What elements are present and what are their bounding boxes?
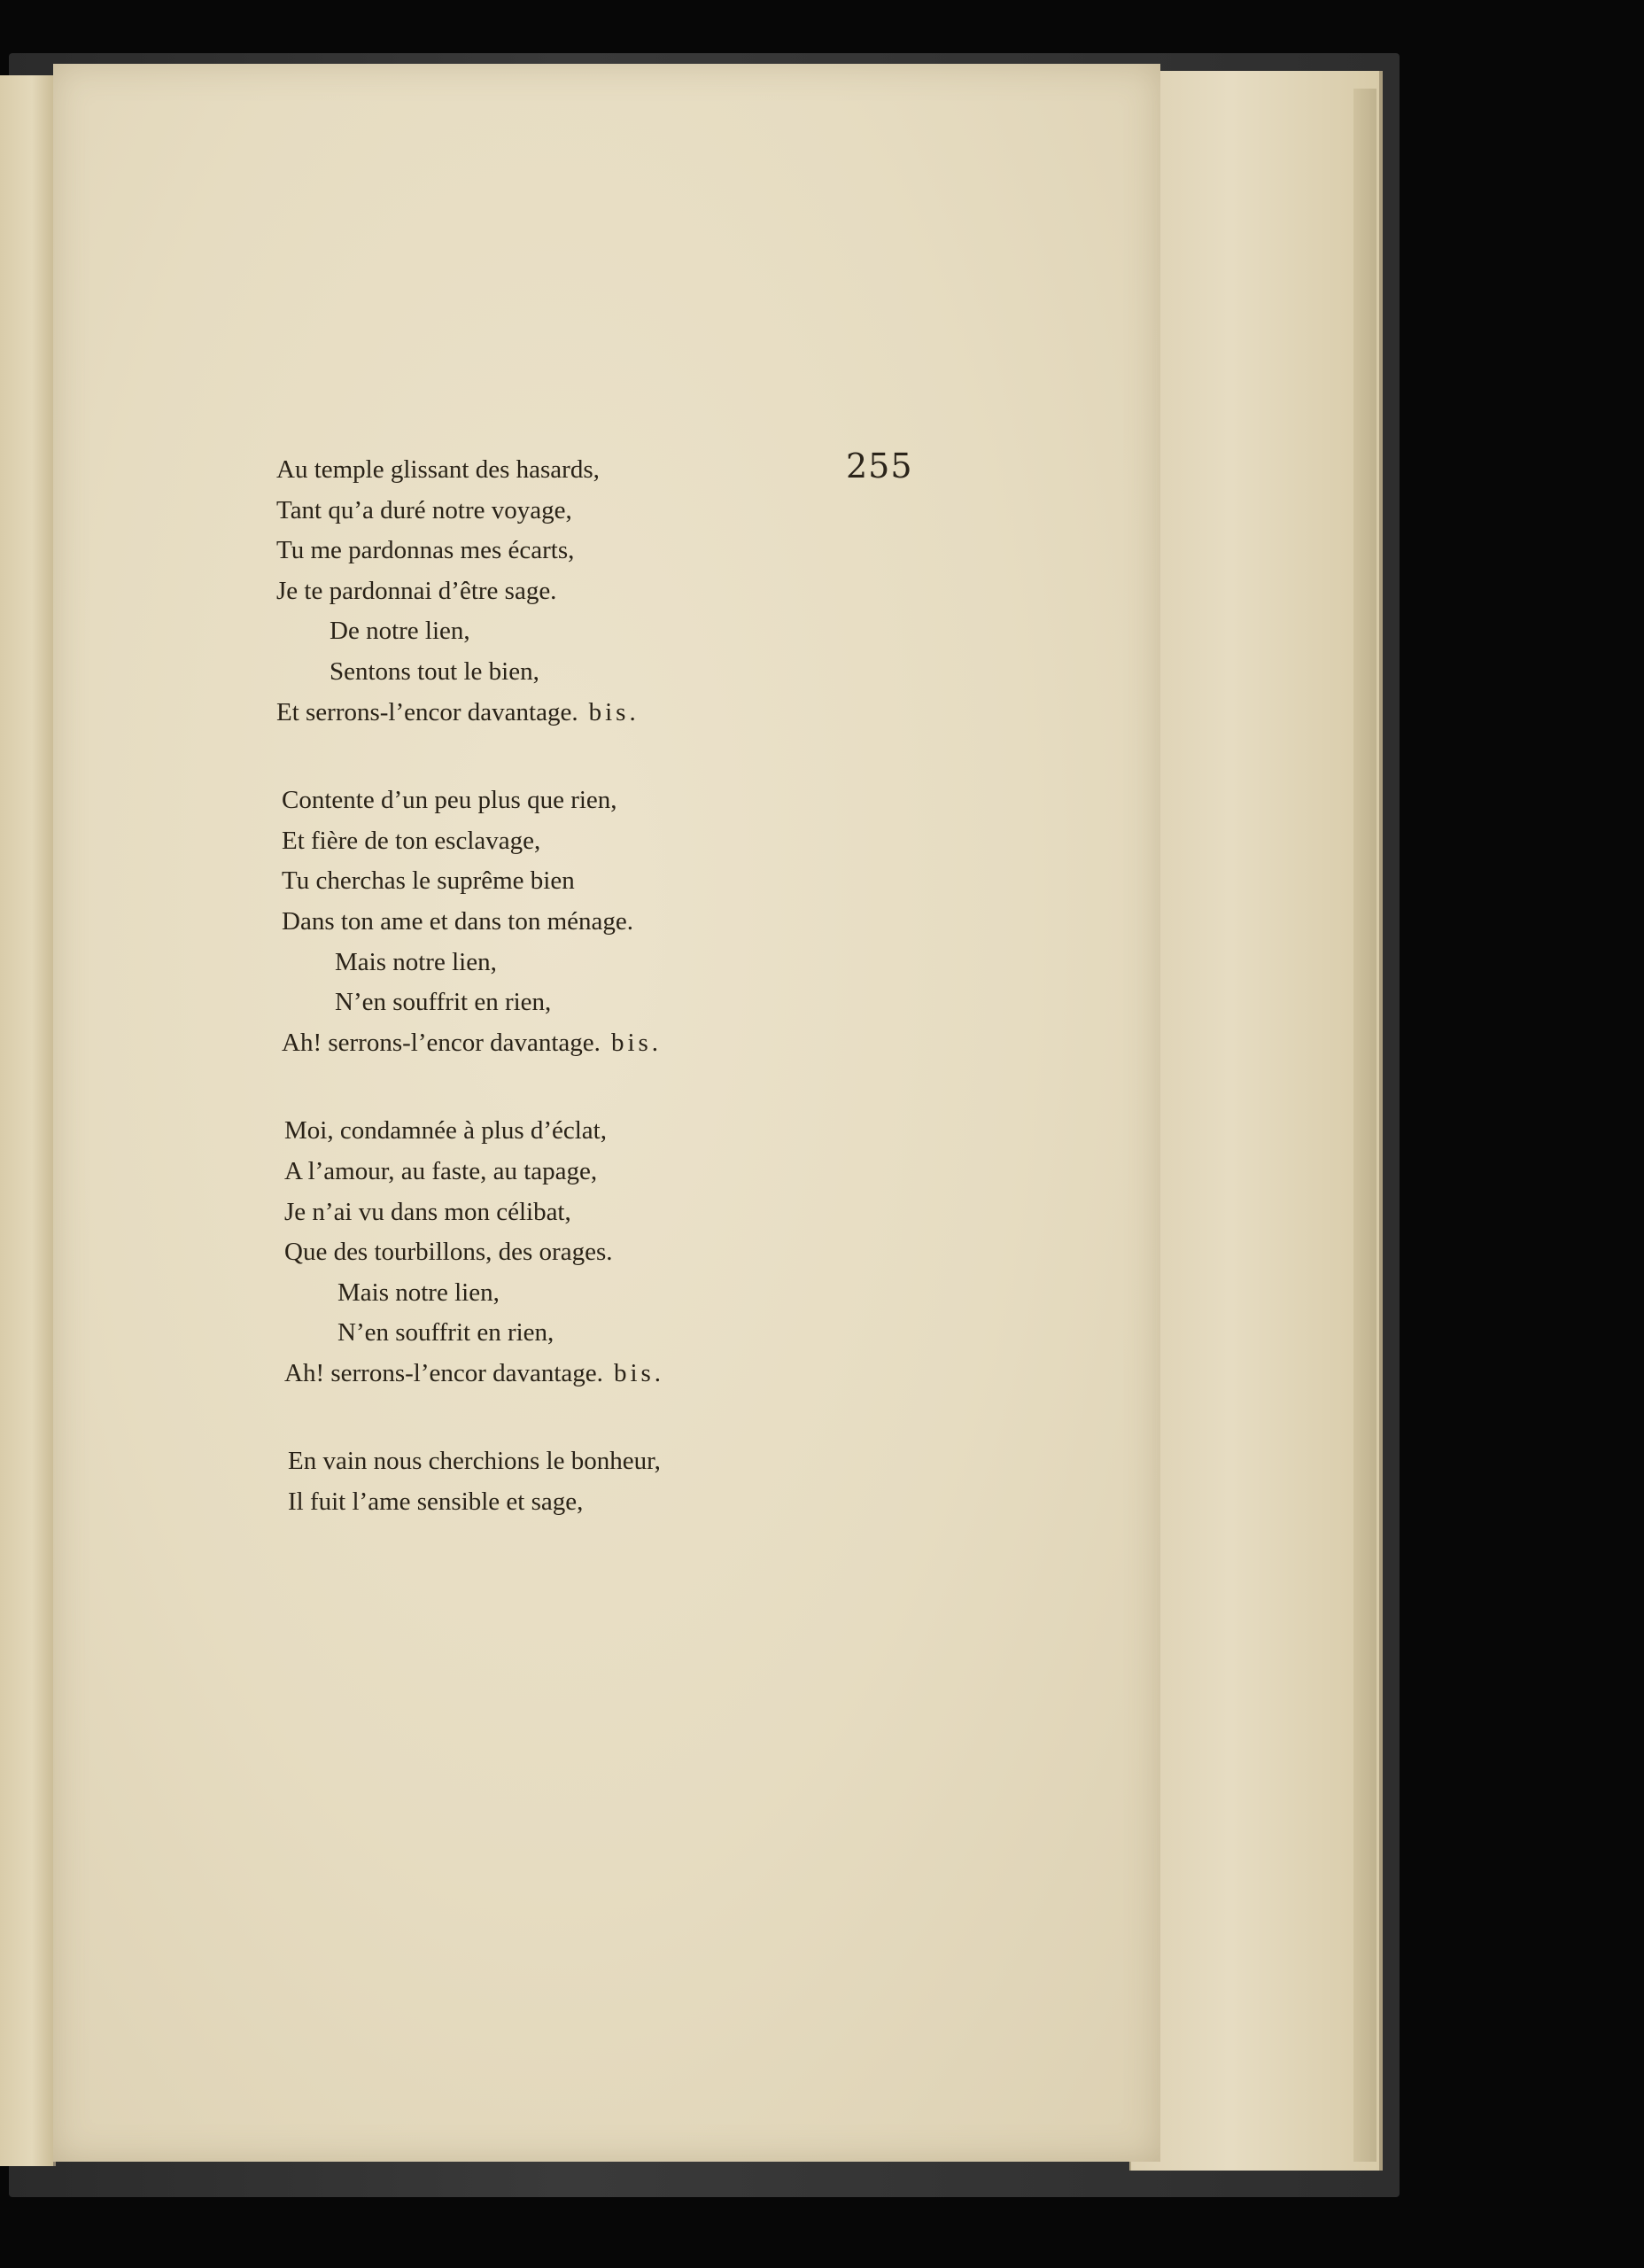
bis-marker: bis.: [610, 1028, 663, 1057]
refrain-final-text: Ah! serrons-l’encor davantage.: [282, 1028, 601, 1057]
verse-line: A l’amour, au faste, au tapage,: [284, 1156, 598, 1185]
refrain-final-text: Et serrons-l’encor davantage.: [276, 697, 578, 726]
verse-line: Je n’ai vu dans mon célibat,: [284, 1197, 571, 1226]
verse-line: Moi, condamnée à plus d’éclat,: [284, 1116, 607, 1146]
verse-line: Tant qu’a duré notre voyage,: [276, 495, 572, 524]
refrain-final-line: [276, 693, 664, 734]
verse-line: Tu cherchas le suprême bien: [282, 866, 575, 896]
stanza-2: [282, 781, 664, 1063]
stanza-4: [288, 1441, 664, 1522]
verse-line: En vain nous cherchions le bonheur,: [288, 1447, 661, 1476]
leaf-edge: [1353, 89, 1376, 2162]
verse-line: Dans ton ame et dans ton ménage.: [282, 906, 634, 936]
refrain-final-text: Ah! serrons-l’encor davantage.: [284, 1358, 603, 1387]
refrain-line: Sentons tout le bien,: [330, 656, 539, 686]
stanza-3: [284, 1111, 664, 1394]
verse-line: Tu me pardonnas mes écarts,: [276, 536, 575, 565]
poem-text: [276, 450, 664, 1571]
refrain-line: N’en souffrit en rien,: [337, 1318, 554, 1348]
stanza-1: [276, 450, 664, 733]
verse-line: Je te pardonnai d’être sage.: [276, 576, 557, 605]
refrain-final-line: [284, 1354, 664, 1394]
page-number: 255: [846, 447, 913, 485]
verse-line: Au temple glissant des hasards,: [276, 455, 600, 484]
verse-line: Il fuit l’ame sensible et sage,: [288, 1487, 584, 1517]
refrain-line: Mais notre lien,: [337, 1278, 500, 1307]
bis-marker: bis.: [613, 1358, 665, 1387]
refrain-line: N’en souffrit en rien,: [335, 988, 552, 1017]
refrain-line: Mais notre lien,: [335, 947, 497, 976]
verse-line: Contente d’un peu plus que rien,: [282, 786, 617, 815]
refrain-final-line: [282, 1023, 664, 1064]
bis-marker: bis.: [588, 697, 640, 726]
verse-line: Et fière de ton esclavage,: [282, 826, 541, 855]
left-facing-page-edge: [0, 75, 56, 2166]
refrain-line: De notre lien,: [330, 617, 470, 646]
fold-out-leaf: [1129, 71, 1383, 2171]
verse-line: Que des tourbillons, des orages.: [284, 1238, 613, 1267]
